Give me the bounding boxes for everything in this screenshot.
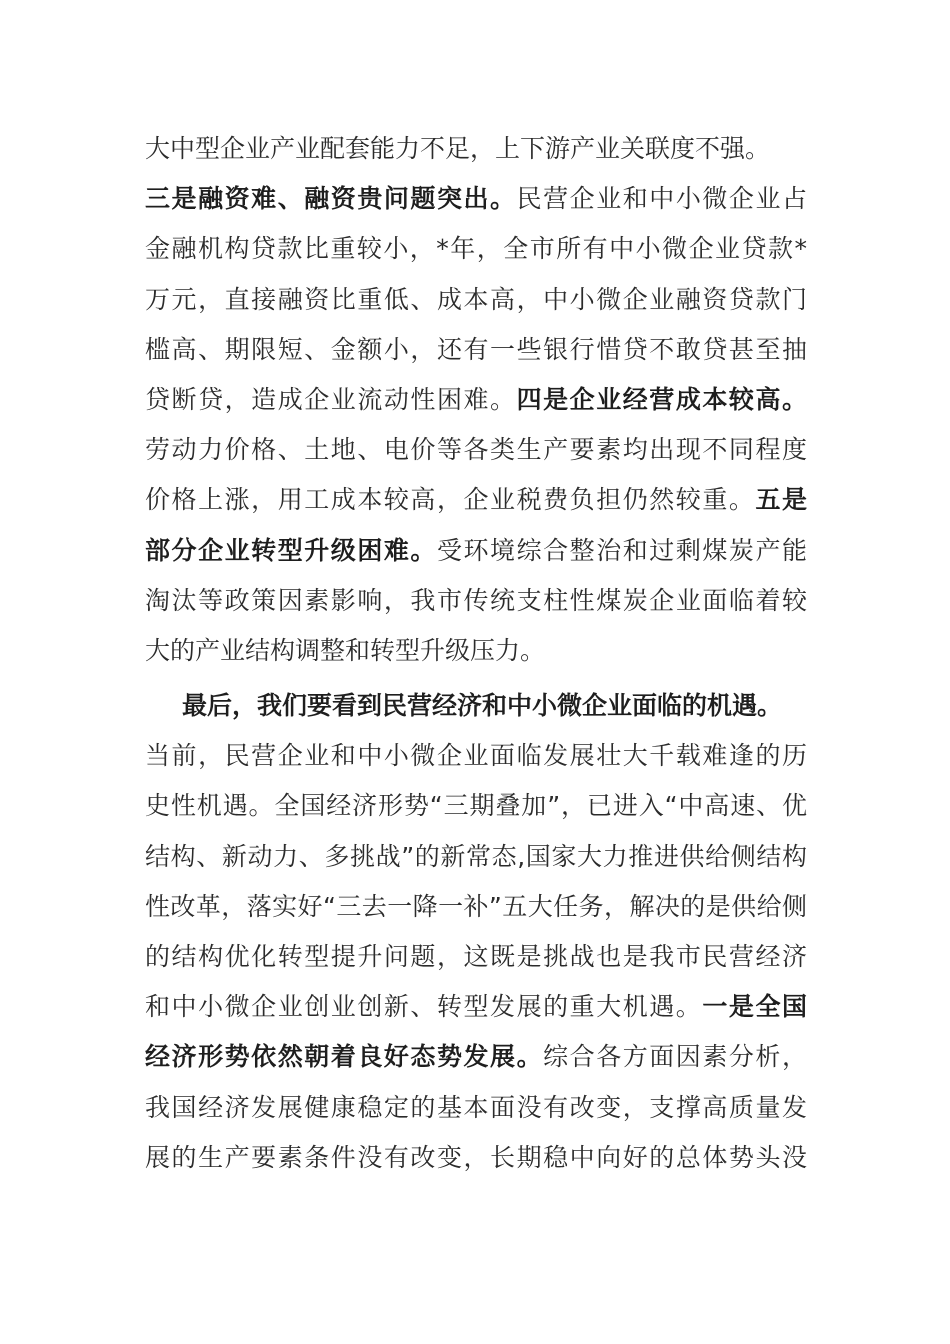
text-run: 当前，民营企业和中小微企业面临发展壮大千载难逢的历 — [145, 741, 807, 771]
text-line — [145, 982, 807, 1032]
text-line — [145, 475, 807, 525]
text-run: 贷断贷，造成企业流动性困难。 — [145, 384, 517, 414]
text-run: 劳动力价格、土地、电价等各类生产要素均出现不同程度 — [145, 435, 807, 465]
bold-heading-run: 最后，我们要看到民营经济和中小微企业面临的机遇。 — [182, 691, 783, 721]
text-run: 我国经济发展健康稳定的基本面没有改变，支撑高质量发 — [145, 1092, 807, 1122]
text-line — [145, 731, 807, 781]
bold-heading-run: 一是全国 — [702, 992, 807, 1022]
text-line — [145, 124, 807, 174]
text-run: 性改革，落实好“三去一降一补”五大任务，解决的是供给侧 — [145, 891, 807, 921]
bold-heading-run: 部分企业转型升级困难。 — [145, 535, 437, 565]
text-line — [145, 375, 807, 425]
text-run: 受环境综合整治和过剩煤炭产能 — [436, 535, 807, 565]
text-line — [145, 425, 807, 475]
text-run: 结构、新动力、多挑战”的新常态,国家大力推进供给侧结构 — [145, 841, 807, 871]
paragraph-challenges — [145, 124, 807, 676]
text-run: 和中小微企业创业创新、转型发展的重大机遇。 — [145, 992, 703, 1022]
text-line — [145, 224, 807, 274]
text-line — [145, 681, 807, 731]
text-line — [145, 576, 807, 626]
text-run: 槛高、期限短、金额小，还有一些银行惜贷不敢贷甚至抽 — [145, 334, 807, 364]
bold-heading-run: 四是企业经营成本较高。 — [516, 384, 807, 414]
text-run: 综合各方面因素分析， — [543, 1042, 807, 1072]
text-run: 金融机构贷款比重较小，*年，全市所有中小微企业贷款* — [145, 234, 807, 264]
text-line — [145, 832, 807, 882]
bold-heading-run: 经济形势依然朝着良好态势发展。 — [145, 1042, 544, 1072]
text-run: 价格上涨，用工成本较高，企业税费负担仍然较重。 — [145, 485, 756, 515]
text-line — [145, 325, 807, 375]
bold-heading-run: 三是融资难、融资贵问题突出。 — [145, 184, 517, 214]
text-run: 史性机遇。全国经济形势“三期叠加”，已进入“中高速、优 — [145, 791, 807, 821]
text-run: 淘汰等政策因素影响，我市传统支柱性煤炭企业面临着较 — [145, 585, 807, 615]
text-run: 的结构优化转型提升问题，这既是挑战也是我市民营经济 — [145, 942, 807, 971]
text-line — [145, 1032, 807, 1082]
text-run: 大的产业结构调整和转型升级压力。 — [145, 635, 546, 665]
text-run: 大中型企业产业配套能力不足，上下游产业关联度不强。 — [145, 134, 771, 163]
document-page — [145, 124, 807, 1183]
text-line — [145, 1133, 807, 1183]
text-line — [145, 174, 807, 224]
text-line — [145, 626, 807, 676]
paragraph-opportunities — [145, 681, 807, 1183]
text-line — [145, 932, 807, 982]
text-line — [145, 275, 807, 325]
text-line — [145, 526, 807, 576]
text-run: 民营企业和中小微企业占 — [516, 184, 807, 214]
text-line — [145, 882, 807, 932]
text-line — [145, 781, 807, 831]
text-run: 展的生产要素条件没有改变，长期稳中向好的总体势头没 — [145, 1142, 807, 1172]
text-run: 万元，直接融资比重低、成本高，中小微企业融资贷款门 — [145, 284, 807, 314]
text-line — [145, 1083, 807, 1133]
bold-heading-run: 五是 — [755, 485, 807, 515]
